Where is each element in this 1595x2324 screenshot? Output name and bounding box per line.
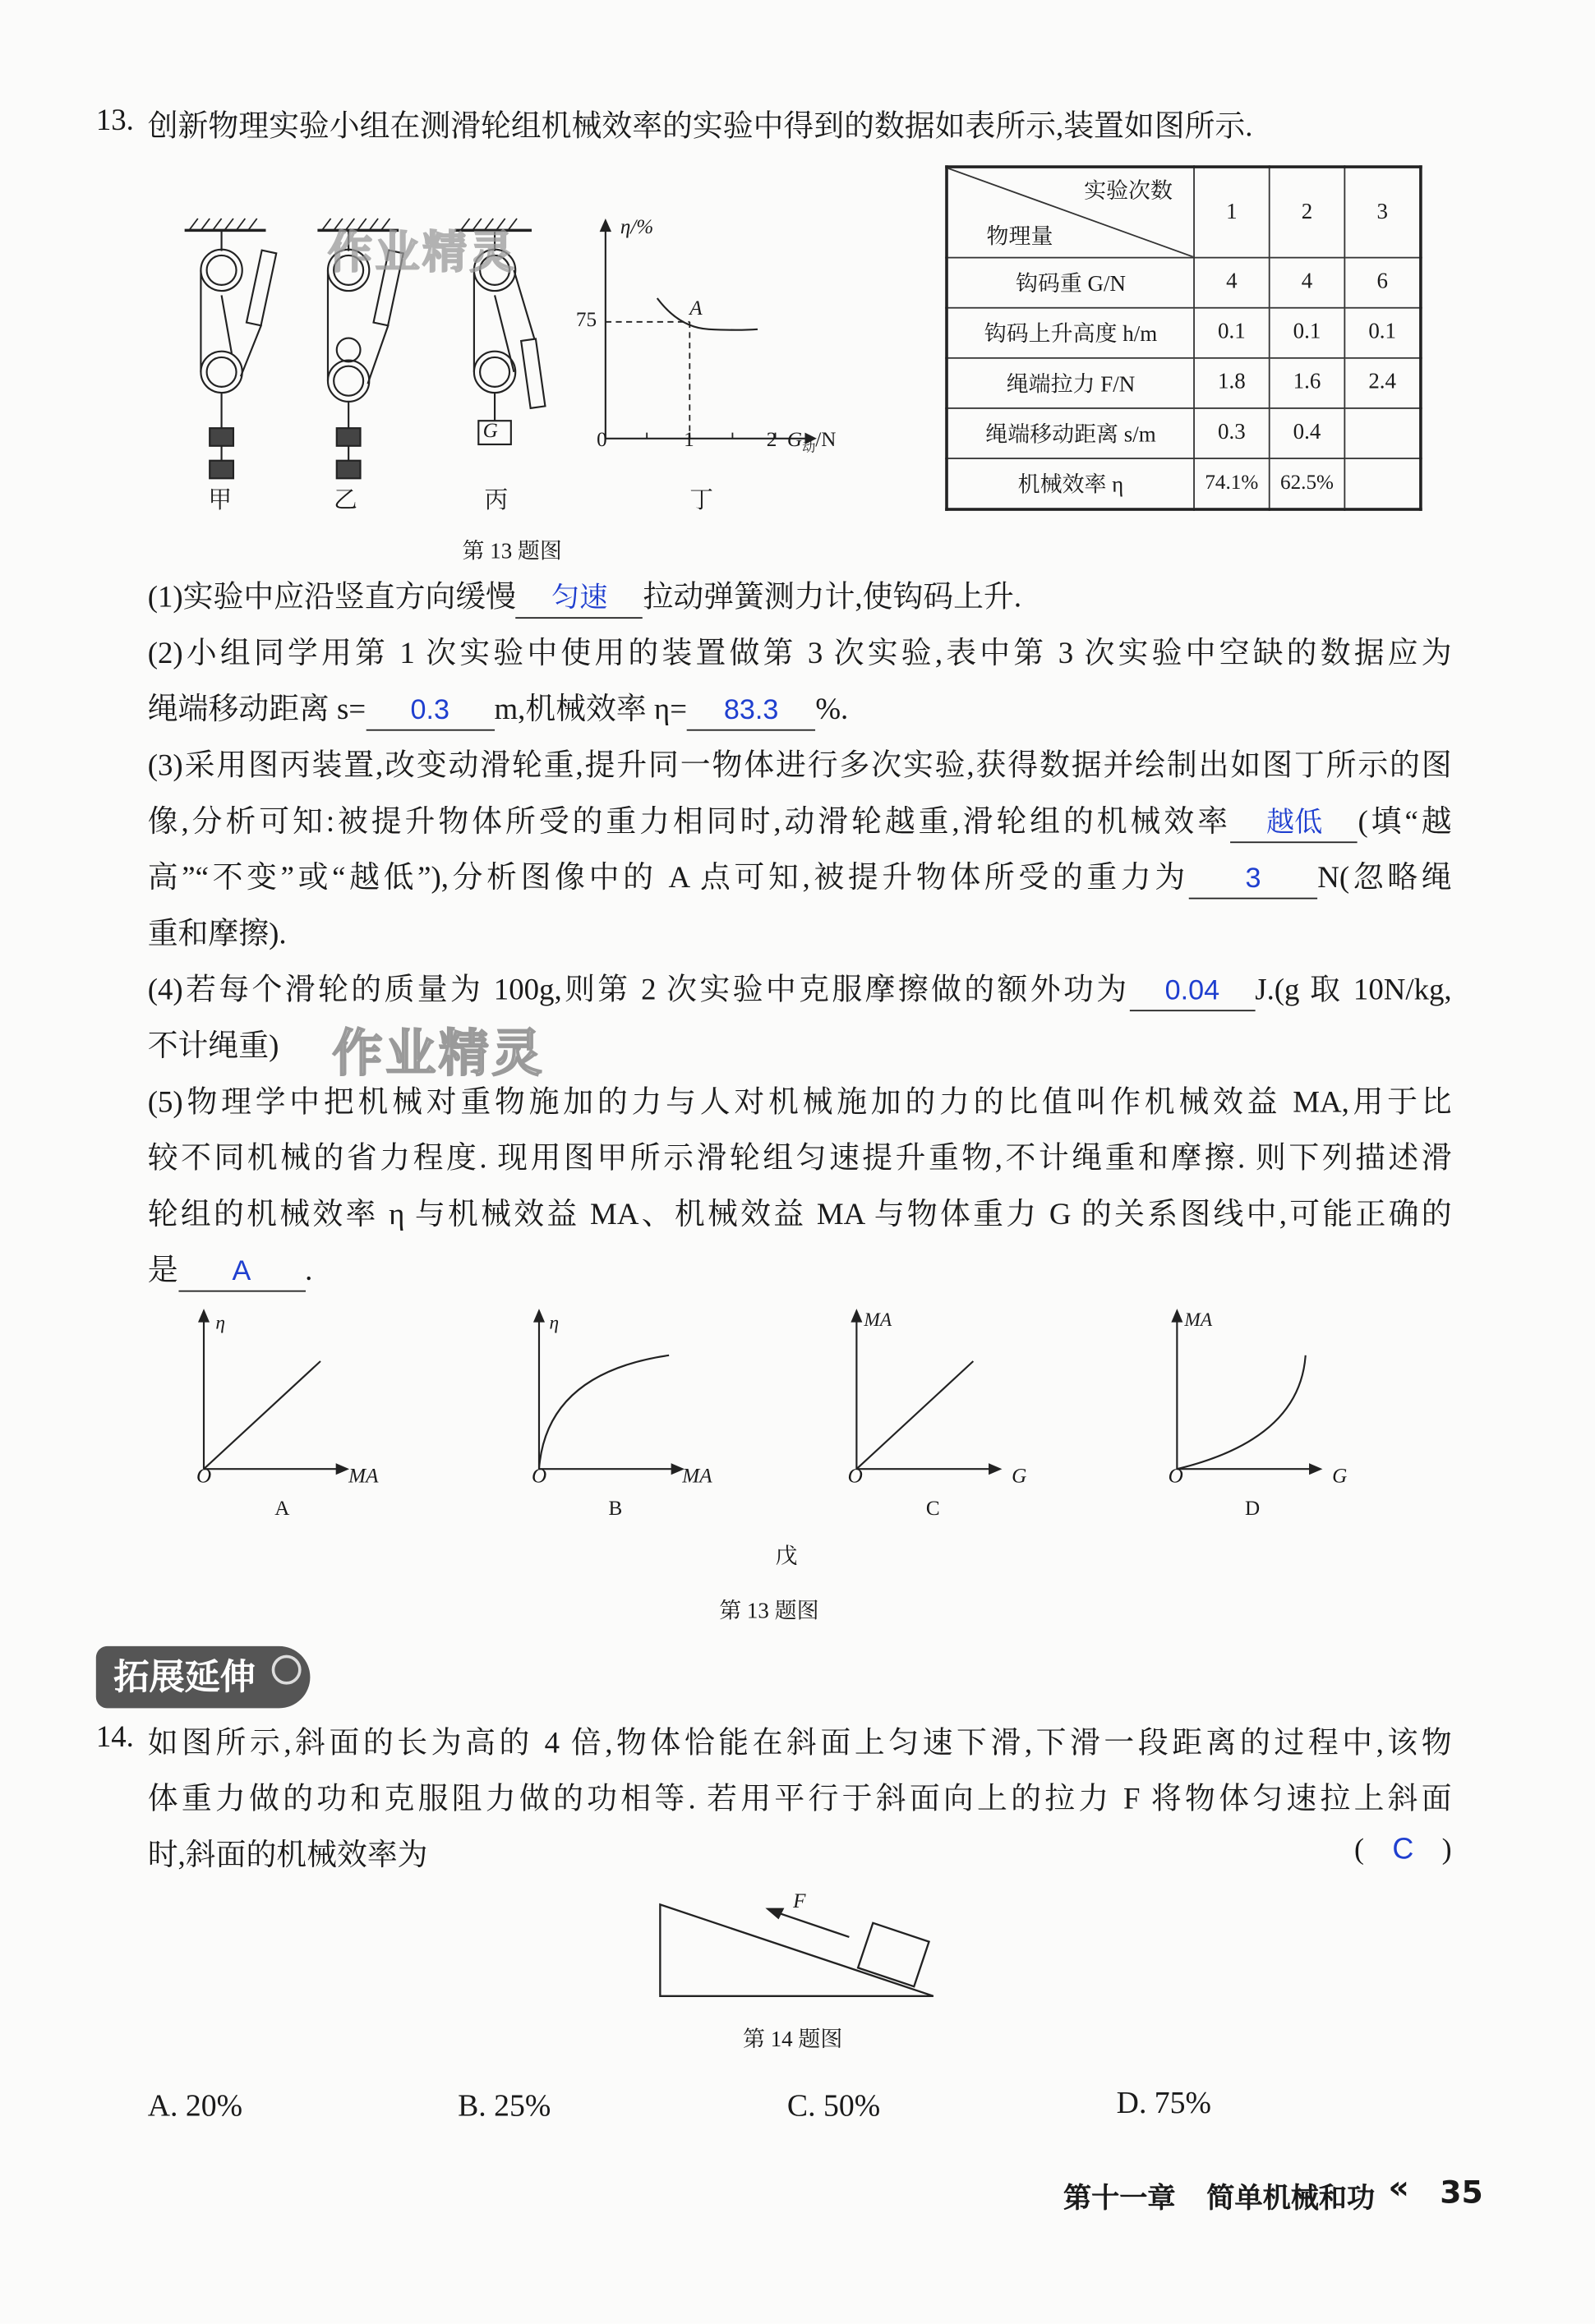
option-graph-c [852, 1311, 1000, 1474]
q14-stem-2: 体重力做的功和克服阻力做的功相等. 若用平行于斜面向上的拉力 F 将物体匀速拉上斜面 [147, 1783, 1452, 1816]
text: 绳端移动距离 s= [147, 693, 366, 727]
q13-part3-cont [148, 800, 1452, 844]
graph-x-tick-1: 1 [684, 429, 694, 452]
answer-blank-3[interactable]: 83.3 [687, 694, 815, 731]
answer-blank-6[interactable]: 0.04 [1129, 974, 1255, 1011]
header-trial-count: 实验次数 [1084, 180, 1173, 205]
figure-label-bing: 丙 [484, 488, 509, 514]
q13-part2-cont [148, 688, 1452, 732]
graph-c-origin: O [847, 1466, 863, 1489]
experiment-data-table [945, 165, 1422, 511]
option-a[interactable]: A. 20% [147, 2087, 243, 2124]
q13-part5-cont: 较不同机械的省力程度. 现用图甲所示滑轮组匀速提升重物,不计绳重和摩擦. 则下列描述滑 [147, 1143, 1452, 1176]
text: 拉动弹簧测力计,使钩码上升. [643, 582, 1022, 614]
answer-blank-7[interactable]: A [178, 1255, 306, 1292]
cell: 2.4 [1344, 358, 1421, 408]
text: . [305, 1254, 313, 1288]
cell: 0.1 [1344, 308, 1421, 358]
graph-point-a: A [689, 298, 703, 320]
watermark: 作业精灵 [332, 1027, 546, 1083]
text: N(忽略绳 [1317, 862, 1452, 895]
table-row [947, 308, 1421, 358]
paren-open: ( [1354, 1834, 1365, 1866]
option-c[interactable]: C. 50% [786, 2087, 881, 2124]
text: m,机械效率 η= [494, 693, 687, 727]
text: %. [815, 693, 849, 727]
column-header: 3 [1344, 167, 1421, 258]
cell: 1.8 [1194, 358, 1270, 408]
q14-answer-paren [1354, 1834, 1452, 1867]
graph-c-y-label: MA [864, 1308, 892, 1331]
cell: 62.5% [1270, 458, 1345, 509]
q13-stem: 创新物理实验小组在测滑轮组机械效率的实验中得到的数据如表所示,装置如图所示. [147, 110, 1253, 144]
q14-answer[interactable]: C [1392, 1834, 1414, 1866]
q13-part4-cont: 不计绳重) [147, 1030, 279, 1063]
watermark: 作业精灵 [327, 228, 518, 278]
text: 高”“不变”或“越低”),分析图像中的 A 点可知,被提升物体所受的重力为 [147, 862, 1189, 895]
answer-blank-5[interactable]: 3 [1189, 863, 1317, 900]
figure-label-yi: 乙 [334, 488, 357, 514]
graph-b-x-label: MA [682, 1466, 712, 1489]
q13-part1 [148, 576, 1452, 620]
option-graph-a [200, 1311, 348, 1474]
q13-part3: (3)采用图丙装置,改变动滑轮重,提升同一物体进行多次实验,获得数据并绘制出如图丁所示的图 [147, 749, 1452, 783]
answer-blank-2[interactable]: 0.3 [366, 694, 494, 731]
cell: 6 [1344, 258, 1421, 308]
option-graphs [177, 1307, 1389, 1492]
text: (1)实验中应沿竖直方向缓慢 [147, 582, 516, 614]
graph-y-tick-75: 75 [575, 310, 597, 333]
q13-part4 [148, 969, 1452, 1013]
graph-d-label: D [1245, 1498, 1261, 1521]
options-figure-label: 戊 [775, 1545, 798, 1570]
q13-part2: (2)小组同学用第 1 次实验中使用的装置做第 3 次实验,表中第 3 次实验中空缺的数据应为 [147, 637, 1452, 670]
table-row [947, 358, 1421, 408]
graph-x-tick-0: 0 [597, 429, 607, 452]
graph-a-y-label: η [215, 1310, 225, 1333]
graph-a-origin: O [196, 1466, 212, 1489]
cell [1344, 458, 1421, 509]
figure-caption-2: 第 13 题图 [719, 1600, 819, 1624]
option-d[interactable]: D. 75% [1116, 2084, 1212, 2120]
text: (填“越 [1358, 806, 1452, 839]
figure-caption-14: 第 14 题图 [742, 2028, 843, 2053]
q14-stem-1: 如图所示,斜面的长为高的 4 倍,物体恰能在斜面上匀速下滑,下滑一段距离的过程中,该物 [147, 1727, 1452, 1760]
cell: 0.4 [1270, 408, 1345, 458]
header-quantity: 物理量 [986, 225, 1053, 250]
row-label: 机械效率 η [947, 458, 1194, 509]
text: J.(g 取 10N/kg, [1255, 974, 1452, 1007]
graph-b-y-label: η [549, 1310, 560, 1333]
q14-number: 14. [95, 1721, 134, 1755]
table-row [947, 408, 1421, 458]
section-title: 拓展延伸 [113, 1656, 256, 1698]
graph-x-tick-2: 2 [766, 429, 777, 452]
graph-c-x-label: G [1012, 1466, 1027, 1489]
graph-a-label: A [274, 1498, 290, 1521]
graph-x-label [787, 430, 837, 456]
table-row [947, 458, 1421, 509]
column-header: 1 [1194, 167, 1270, 258]
block [858, 1923, 929, 1986]
graph-d-origin: O [1168, 1466, 1183, 1489]
cell: 4 [1194, 258, 1270, 308]
footer-chapter: 第十一章 [1063, 2182, 1176, 2215]
q14-stem-3: 时,斜面的机械效率为 [147, 1839, 428, 1872]
option-graph-d [1173, 1311, 1321, 1474]
paren-close: ) [1441, 1834, 1452, 1866]
graph-b-label: B [608, 1498, 623, 1521]
cell: 4 [1270, 258, 1345, 308]
table-corner-header [947, 167, 1194, 258]
row-label: 绳端移动距离 s/m [947, 408, 1194, 458]
answer-blank-4[interactable]: 越低 [1231, 806, 1358, 843]
text: 像,分析可知:被提升物体所受的重力相同时,动滑轮越重,滑轮组的机械效率 [147, 806, 1231, 839]
efficiency-curve [657, 298, 758, 330]
force-arrow [771, 1911, 849, 1937]
graph-x-label-sub: 动 [802, 439, 816, 455]
footer-arrow-icon: « [1388, 2170, 1409, 2207]
cell: 0.3 [1194, 408, 1270, 458]
q13-number: 13. [95, 104, 134, 138]
graph-b-origin: O [531, 1466, 547, 1489]
figure-label-jia: 甲 [208, 488, 233, 514]
graph-a-x-label: MA [348, 1466, 379, 1489]
option-graph-b [535, 1311, 683, 1474]
page-number: 35 [1440, 2174, 1483, 2211]
graph-y-label: η/% [620, 217, 654, 240]
figure-label-ding: 丁 [689, 488, 714, 514]
q13-part3-cont2 [148, 856, 1452, 900]
row-label: 绳端拉力 F/N [947, 358, 1194, 408]
q13-part5-cont3 [148, 1249, 1452, 1293]
q13-part3-cont3: 重和摩擦). [147, 918, 287, 951]
force-label: F [793, 1891, 806, 1914]
q13-part5-cont2: 轮组的机械效率 η 与机械效益 MA、机械效益 MA 与物体重力 G 的关系图线中,可能正确的 [147, 1199, 1452, 1231]
answer-blank-1[interactable]: 匀速 [516, 582, 643, 619]
table-row [947, 258, 1421, 308]
section-badge [96, 1646, 311, 1708]
graph-x-label-symbol: G [786, 429, 803, 452]
graph-d-x-label: G [1332, 1466, 1348, 1489]
graph-x-unit: /N [815, 429, 837, 452]
graph-d-y-label: MA [1184, 1308, 1213, 1331]
column-header: 2 [1270, 167, 1345, 258]
lightbulb-icon [272, 1655, 302, 1685]
cell: 74.1% [1194, 458, 1270, 509]
footer-title: 简单机械和功 [1206, 2182, 1376, 2215]
figure-caption: 第 13 题图 [462, 540, 562, 564]
text: 是 [147, 1254, 178, 1288]
weight-g-label: G [482, 421, 498, 444]
cell [1344, 408, 1421, 458]
option-b[interactable]: B. 25% [458, 2087, 551, 2124]
text: (4)若每个滑轮的质量为 100g,则第 2 次实验中克服摩擦做的额外功为 [147, 974, 1130, 1007]
row-label: 钩码上升高度 h/m [947, 308, 1194, 358]
cell: 1.6 [1270, 358, 1345, 408]
cell: 0.1 [1194, 308, 1270, 358]
graph-c-label: C [925, 1498, 940, 1521]
cell: 0.1 [1270, 308, 1345, 358]
row-label: 钩码重 G/N [947, 258, 1194, 308]
q13-part5: (5)物理学中把机械对重物施加的力与人对机械施加的力的比值叫作机械效益 MA,用于比 [147, 1086, 1452, 1120]
